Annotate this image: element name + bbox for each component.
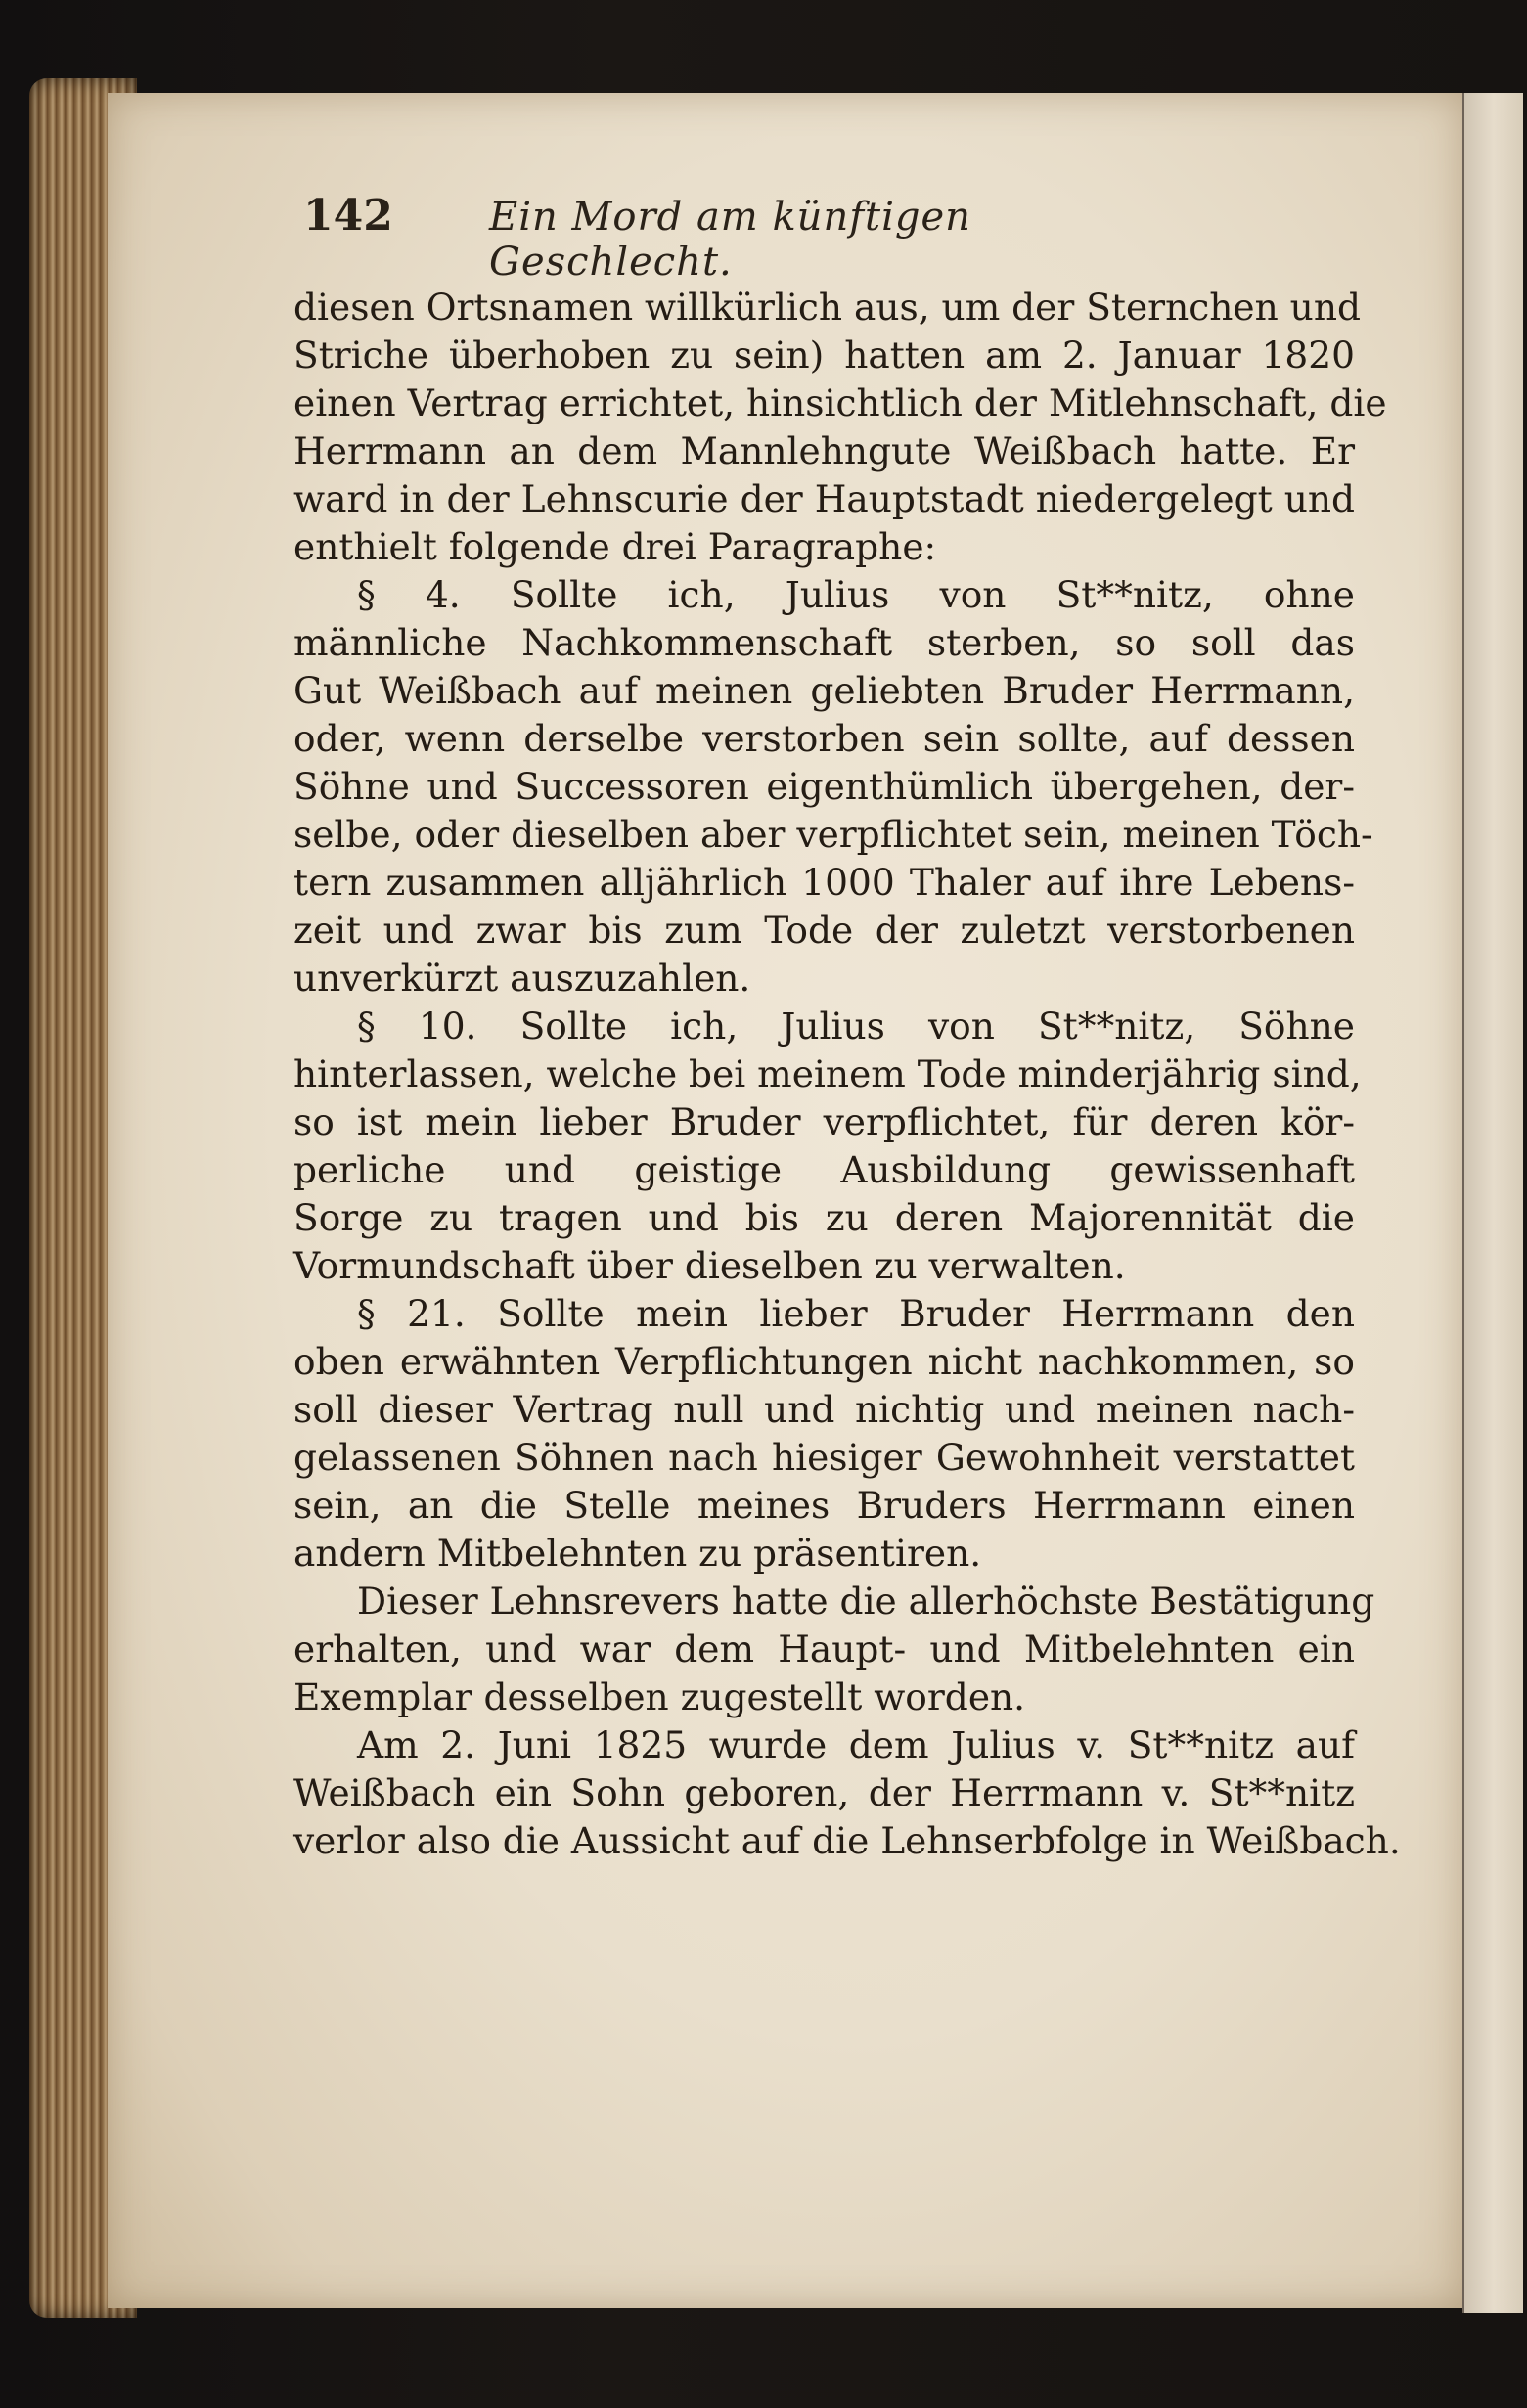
text-line: tern zusammen alljährlich 1000 Thaler auf ihre Lebens-: [293, 861, 1355, 904]
adjacent-page-edge: [1462, 93, 1523, 2313]
paragraph-section-4: [293, 571, 1373, 1003]
page-number: 142: [303, 191, 393, 241]
running-title: Ein Mord am künftigen Geschlecht.: [489, 195, 971, 285]
paragraph: [293, 284, 1387, 571]
text-line: enthielt folgende drei Paragraphe:: [293, 525, 937, 568]
text-line: zeit und zwar bis zum Tode der zuletzt verstorbenen: [293, 909, 1355, 952]
text-line: Striche überhoben zu sein) hatten am 2. Januar 1820: [293, 334, 1355, 377]
text-line: oder, wenn derselbe verstorben sein sollte, auf dessen: [293, 717, 1355, 760]
text-line: Exemplar desselben zugestellt worden.: [293, 1675, 1026, 1718]
text-line: ward in der Lehnscurie der Hauptstadt niedergelegt und: [293, 477, 1355, 520]
text-line: § 4. Sollte ich, Julius von St**nitz, ohne: [357, 573, 1355, 616]
text-line: Vormundschaft über dieselben zu verwalten.: [293, 1244, 1126, 1287]
text-line: hinterlassen, welche bei meinem Tode minderjährig sind,: [293, 1052, 1362, 1095]
paragraph: [293, 1578, 1375, 1721]
text-line: Dieser Lehnsrevers hatte die allerhöchste Bestätigung: [357, 1580, 1375, 1623]
text-line: perliche und geistige Ausbildung gewissenhaft: [293, 1148, 1355, 1191]
paragraph-section-10: [293, 1003, 1362, 1290]
text-line: Am 2. Juni 1825 wurde dem Julius v. St**nitz auf: [357, 1723, 1355, 1766]
text-line: Herrmann an dem Mannlehngute Weißbach hatte. Er: [293, 429, 1355, 472]
text-line: selbe, oder dieselben aber verpflichtet sein, meinen Töch-: [293, 813, 1373, 856]
page-header: [303, 191, 1184, 285]
text-line: oben erwähnten Verpflichtungen nicht nachkommen, so: [293, 1340, 1355, 1383]
text-line: sein, an die Stelle meines Bruders Herrmann einen: [293, 1484, 1355, 1527]
text-line: Weißbach ein Sohn geboren, der Herrmann v. St**nitz: [293, 1771, 1355, 1814]
text-line: soll dieser Vertrag null und nichtig und meinen nach-: [293, 1388, 1355, 1431]
text-line: erhalten, und war dem Haupt- und Mitbelehnten ein: [293, 1628, 1355, 1671]
text-line: Gut Weißbach auf meinen geliebten Bruder Herrmann,: [293, 669, 1355, 712]
text-line: § 10. Sollte ich, Julius von St**nitz, Söhne: [357, 1004, 1355, 1048]
text-line: unverkürzt auszuzahlen.: [293, 957, 751, 1000]
text-line: Sorge zu tragen und bis zu deren Majorennität die: [293, 1196, 1355, 1239]
text-line: § 21. Sollte mein lieber Bruder Herrmann den: [357, 1292, 1355, 1335]
text-line: einen Vertrag errichtet, hinsichtlich der Mitlehnschaft, die: [293, 381, 1387, 424]
paragraph-section-21: [293, 1290, 1355, 1578]
text-line: männliche Nachkommenschaft sterben, so soll das: [293, 621, 1355, 664]
text-line: andern Mitbelehnten zu präsentiren.: [293, 1532, 982, 1575]
text-line: gelassenen Söhnen nach hiesiger Gewohnheit verstattet: [293, 1436, 1355, 1479]
text-line: diesen Ortsnamen willkürlich aus, um der Sternchen und: [293, 286, 1361, 329]
text-line: Söhne und Successoren eigenthümlich übergehen, der-: [293, 765, 1355, 808]
paragraph: [293, 1721, 1401, 1865]
text-line: so ist mein lieber Bruder verpflichtet, für deren kör-: [293, 1100, 1355, 1143]
text-line: verlor also die Aussicht auf die Lehnserbfolge in Weißbach.: [293, 1819, 1401, 1862]
page-body-text: [293, 284, 1401, 1865]
